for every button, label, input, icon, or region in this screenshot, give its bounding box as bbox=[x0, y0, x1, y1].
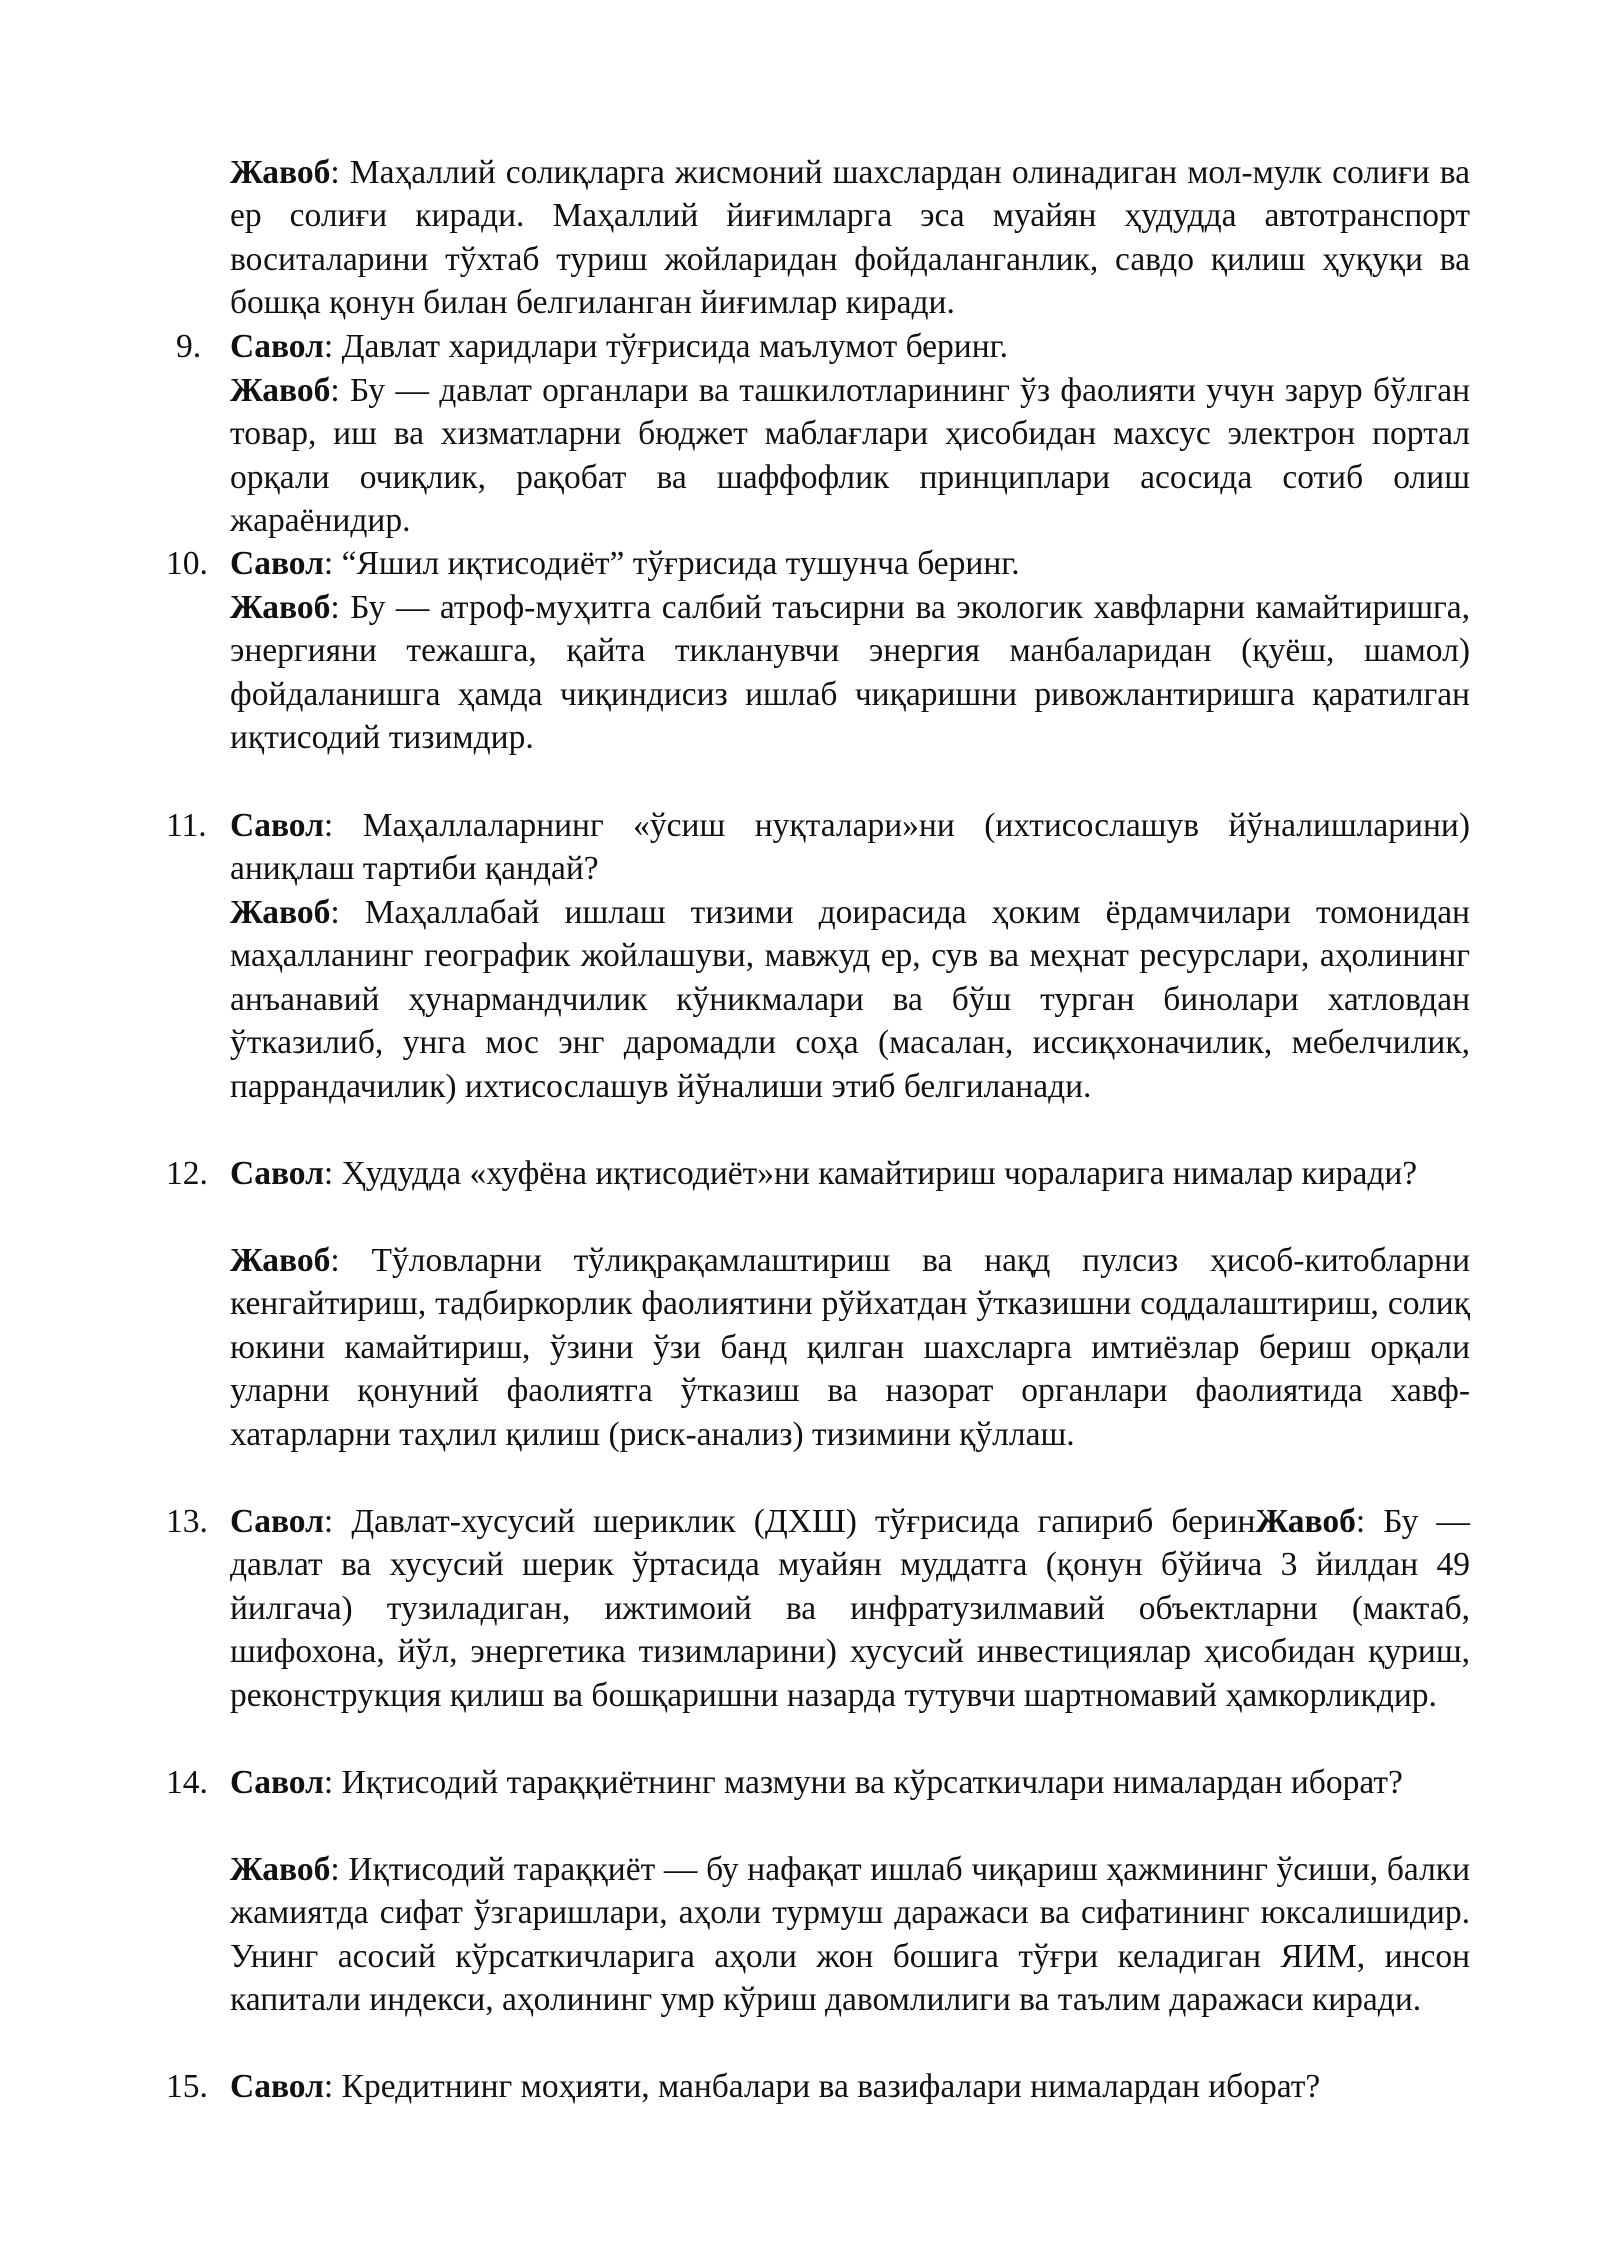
answer-9: Жавоб: Бу — давлат органлари ва ташкилотларининг ўз фаолияти учун зарур бўлган товар, иш ва хизматларни бюджет маблағлари ҳисобидан махсус электрон портал орқали очиқлик, рақобат ва шаффофлик принциплари асосида сотиб олиш жараёнидир. bbox=[230, 372, 1471, 540]
item-number: 12. bbox=[166, 1155, 208, 1192]
answer-text: Бу — давлат органлари ва ташкилотларининг ўз фаолияти учун зарур бўлган товар, иш ва хизматларни бюджет маблағлари ҳисобидан махсус электрон портал орқали очиқлик, рақобат ва шаффофлик принциплари асосида сотиб олиш жараёнидир. bbox=[230, 372, 1471, 540]
savol-label: Савол bbox=[230, 1503, 324, 1540]
answer-12: Жавоб: Тўловларни тўлиқрақамлаштириш ва нақд пулсиз ҳисоб-китобларни кенгайтириш, тадбиркорлик фаолиятини рўйхатдан ўтказишни соддалаштириш, солиқ юкини камайтириш, ўзини ўзи банд қилган шахсларга имтиёзлар бериш орқали уларни қонуний фаолиятга ўтказиш ва назорат органлари фаолиятида хавф-хатарларни таҳлил қилиш (риск-анализ) тизимини қўллаш. bbox=[230, 1242, 1470, 1453]
savol-label: Савол bbox=[230, 1764, 324, 1801]
answer-text: Бу — атроф-муҳитга салбий таъсирни ва экологик хавфларни камайтиришга, энергияни тежашга, қайта тикланувчи энергия манбаларидан (қуёш, шамол) фойдаланишга ҳамда чиқиндисиз ишлаб чиқаришни ривожлантиришга қаратилган иқтисодий тизимдир. bbox=[230, 589, 1470, 757]
question-text: Ҳудудда «хуфёна иқтисодиёт»ни камайтириш чораларига нималар киради? bbox=[341, 1155, 1418, 1192]
question-12: Савол: Ҳудудда «хуфёна иқтисодиёт»ни камайтириш чораларига нималар киради? bbox=[230, 1155, 1418, 1192]
savol-label: Савол bbox=[230, 1155, 324, 1192]
answer-text: Маҳаллий солиқларга жисмоний шахслардан олинадиган мол-мулк солиғи ва ер солиғи киради. Маҳаллий йиғимларга эса муайян ҳудудда автотранспорт воситаларини тўхтаб туриш жойларидан фойдаланганлик, савдо қилиш ҳуқуқи ва бошқа қонун билан белгиланган йиғимлар киради. bbox=[230, 154, 1471, 322]
answer-text: Бу — давлат ва хусусий шерик ўртасида муайян муддатга (қонун бўйича 3 йилдан 49 йилгача) тузиладиган, ижтимоий ва инфратузилмавий объектларни (мактаб, шифохона, йўл, энергетика тизимларини) хусусий инвестициялар ҳисобидан қуриш, реконструкция қилиш ва бошқаришни назарда тутувчи шартномавий ҳамкорликдир. bbox=[230, 1503, 1470, 1714]
savol-label: Савол bbox=[230, 2068, 324, 2105]
question-text: Кредитнинг моҳияти, манбалари ва вазифалари нималардан иборат? bbox=[341, 2068, 1321, 2105]
answer-text: Маҳаллабай ишлаш тизими доирасида ҳоким ёрдамчилари томонидан маҳалланинг географик жойлашуви, мавжуд ер, сув ва меҳнат ресурслари, аҳолининг анъанавий ҳунармандчилик кўникмалари ва бўш турган бинолари хатловдан ўтказилиб, унга мос энг даромадли соҳа (масалан, иссиқхоначилик, мебелчилик, паррандачилик) ихтисослашув йўналиши этиб белгиланади. bbox=[230, 894, 1470, 1105]
javob-label: Жавоб bbox=[1255, 1503, 1356, 1540]
question-15: Савол: Кредитнинг моҳияти, манбалари ва вазифалари нималардан иборат? bbox=[230, 2068, 1321, 2105]
question-13: Савол: Давлат-хусусий шериклик (ДХШ) тўғрисида гапириб беринЖавоб: Бу — давлат ва хусусий шерик ўртасида муайян муддатга (қонун бўйича 3 йилдан 49 йилгача) тузиладиган, ижтимоий ва инфратузилмавий объектларни (мактаб, шифохона, йўл, энергетика тизимларини) хусусий инвестициялар ҳисобидан қуриш, реконструкция қилиш ва бошқаришни назарда тутувчи шартномавий ҳамкорликдир. bbox=[230, 1503, 1470, 1714]
item-number: 10. bbox=[166, 545, 208, 582]
question-text: Давлат-хусусий шериклик (ДХШ) тўғрисида гапириб берин bbox=[351, 1503, 1256, 1540]
question-text: “Яшил иқтисодиёт” тўғрисида тушунча беринг. bbox=[341, 545, 1020, 582]
answer-11: Жавоб: Маҳаллабай ишлаш тизими доирасида ҳоким ёрдамчилари томонидан маҳалланинг географик жойлашуви, мавжуд ер, сув ва меҳнат ресурслари, аҳолининг анъанавий ҳунармандчилик кўникмалари ва бўш турган бинолари хатловдан ўтказилиб, унга мос энг даромадли соҳа (масалан, иссиқхоначилик, мебелчилик, паррандачилик) ихтисослашув йўналиши этиб белгиланади. bbox=[230, 894, 1470, 1105]
javob-label: Жавоб bbox=[230, 1851, 331, 1888]
answer-14: Жавоб: Иқтисодий тараққиёт — бу нафақат ишлаб чиқариш ҳажмининг ўсиши, балки жамиятда сифат ўзгаришлари, аҳоли турмуш даражаси ва сифатининг юксалишидир. Унинг асосий кўрсаткичларига аҳоли жон бошига тўғри келадиган ЯИМ, инсон капитали индекси, аҳолининг умр кўриш давомлилиги ва таълим даражаси киради. bbox=[230, 1851, 1470, 2019]
item-number: 9. bbox=[176, 328, 202, 365]
question-10: Савол: “Яшил иқтисодиёт” тўғрисида тушунча беринг. bbox=[230, 545, 1020, 582]
javob-label: Жавоб bbox=[230, 372, 331, 409]
savol-label: Савол bbox=[230, 328, 324, 365]
javob-label: Жавоб bbox=[230, 894, 331, 931]
item-number: 14. bbox=[166, 1764, 208, 1801]
savol-label: Савол bbox=[230, 545, 324, 582]
question-text: Маҳаллаларнинг «ўсиш нуқталари»ни (ихтисослашув йўналишларини) аниқлаш тартиби қандай? bbox=[230, 807, 1470, 888]
item-number: 15. bbox=[166, 2068, 208, 2105]
answer-10: Жавоб: Бу — атроф-муҳитга салбий таъсирни ва экологик хавфларни камайтиришга, энергияни тежашга, қайта тикланувчи энергия манбаларидан (қуёш, шамол) фойдаланишга ҳамда чиқиндисиз ишлаб чиқаришни ривожлантиришга қаратилган иқтисодий тизимдир. bbox=[230, 589, 1470, 757]
question-text: Давлат харидлари тўғрисида маълумот беринг. bbox=[341, 328, 1008, 365]
question-11: Савол: Маҳаллаларнинг «ўсиш нуқталари»ни (ихтисослашув йўналишларини) аниқлаш тартиби қандай? bbox=[230, 807, 1470, 888]
answer-8: Жавоб: Маҳаллий солиқларга жисмоний шахслардан олинадиган мол-мулк солиғи ва ер солиғи киради. Маҳаллий йиғимларга эса муайян ҳудудда автотранспорт воситаларини тўхтаб туриш жойларидан фойдаланганлик, савдо қилиш ҳуқуқи ва бошқа қонун билан белгиланган йиғимлар киради. bbox=[230, 154, 1471, 322]
answer-text: Иқтисодий тараққиёт — бу нафақат ишлаб чиқариш ҳажмининг ўсиши, балки жамиятда сифат ўзгаришлари, аҳоли турмуш даражаси ва сифатининг юксалишидир. Унинг асосий кўрсаткичларига аҳоли жон бошига тўғри келадиган ЯИМ, инсон капитали индекси, аҳолининг умр кўриш давомлилиги ва таълим даражаси киради. bbox=[230, 1851, 1470, 2019]
question-9: Савол: Давлат харидлари тўғрисида маълумот беринг. bbox=[230, 328, 1008, 365]
javob-label: Жавоб bbox=[230, 154, 331, 191]
item-number: 11. bbox=[166, 807, 207, 844]
answer-text: Тўловларни тўлиқрақамлаштириш ва нақд пулсиз ҳисоб-китобларни кенгайтириш, тадбиркорлик фаолиятини рўйхатдан ўтказишни соддалаштириш, солиқ юкини камайтириш, ўзини ўзи банд қилган шахсларга имтиёзлар бериш орқали уларни қонуний фаолиятга ўтказиш ва назорат органлари фаолиятида хавф-хатарларни таҳлил қилиш (риск-анализ) тизимини қўллаш. bbox=[230, 1242, 1470, 1453]
item-number: 13. bbox=[166, 1503, 208, 1540]
savol-label: Савол bbox=[230, 807, 324, 844]
javob-label: Жавоб bbox=[230, 1242, 331, 1279]
question-text: Иқтисодий тараққиётнинг мазмуни ва кўрсаткичлари нималардан иборат? bbox=[341, 1764, 1403, 1801]
question-14: Савол: Иқтисодий тараққиётнинг мазмуни ва кўрсаткичлари нималардан иборат? bbox=[230, 1764, 1403, 1801]
javob-label: Жавоб bbox=[230, 589, 331, 626]
